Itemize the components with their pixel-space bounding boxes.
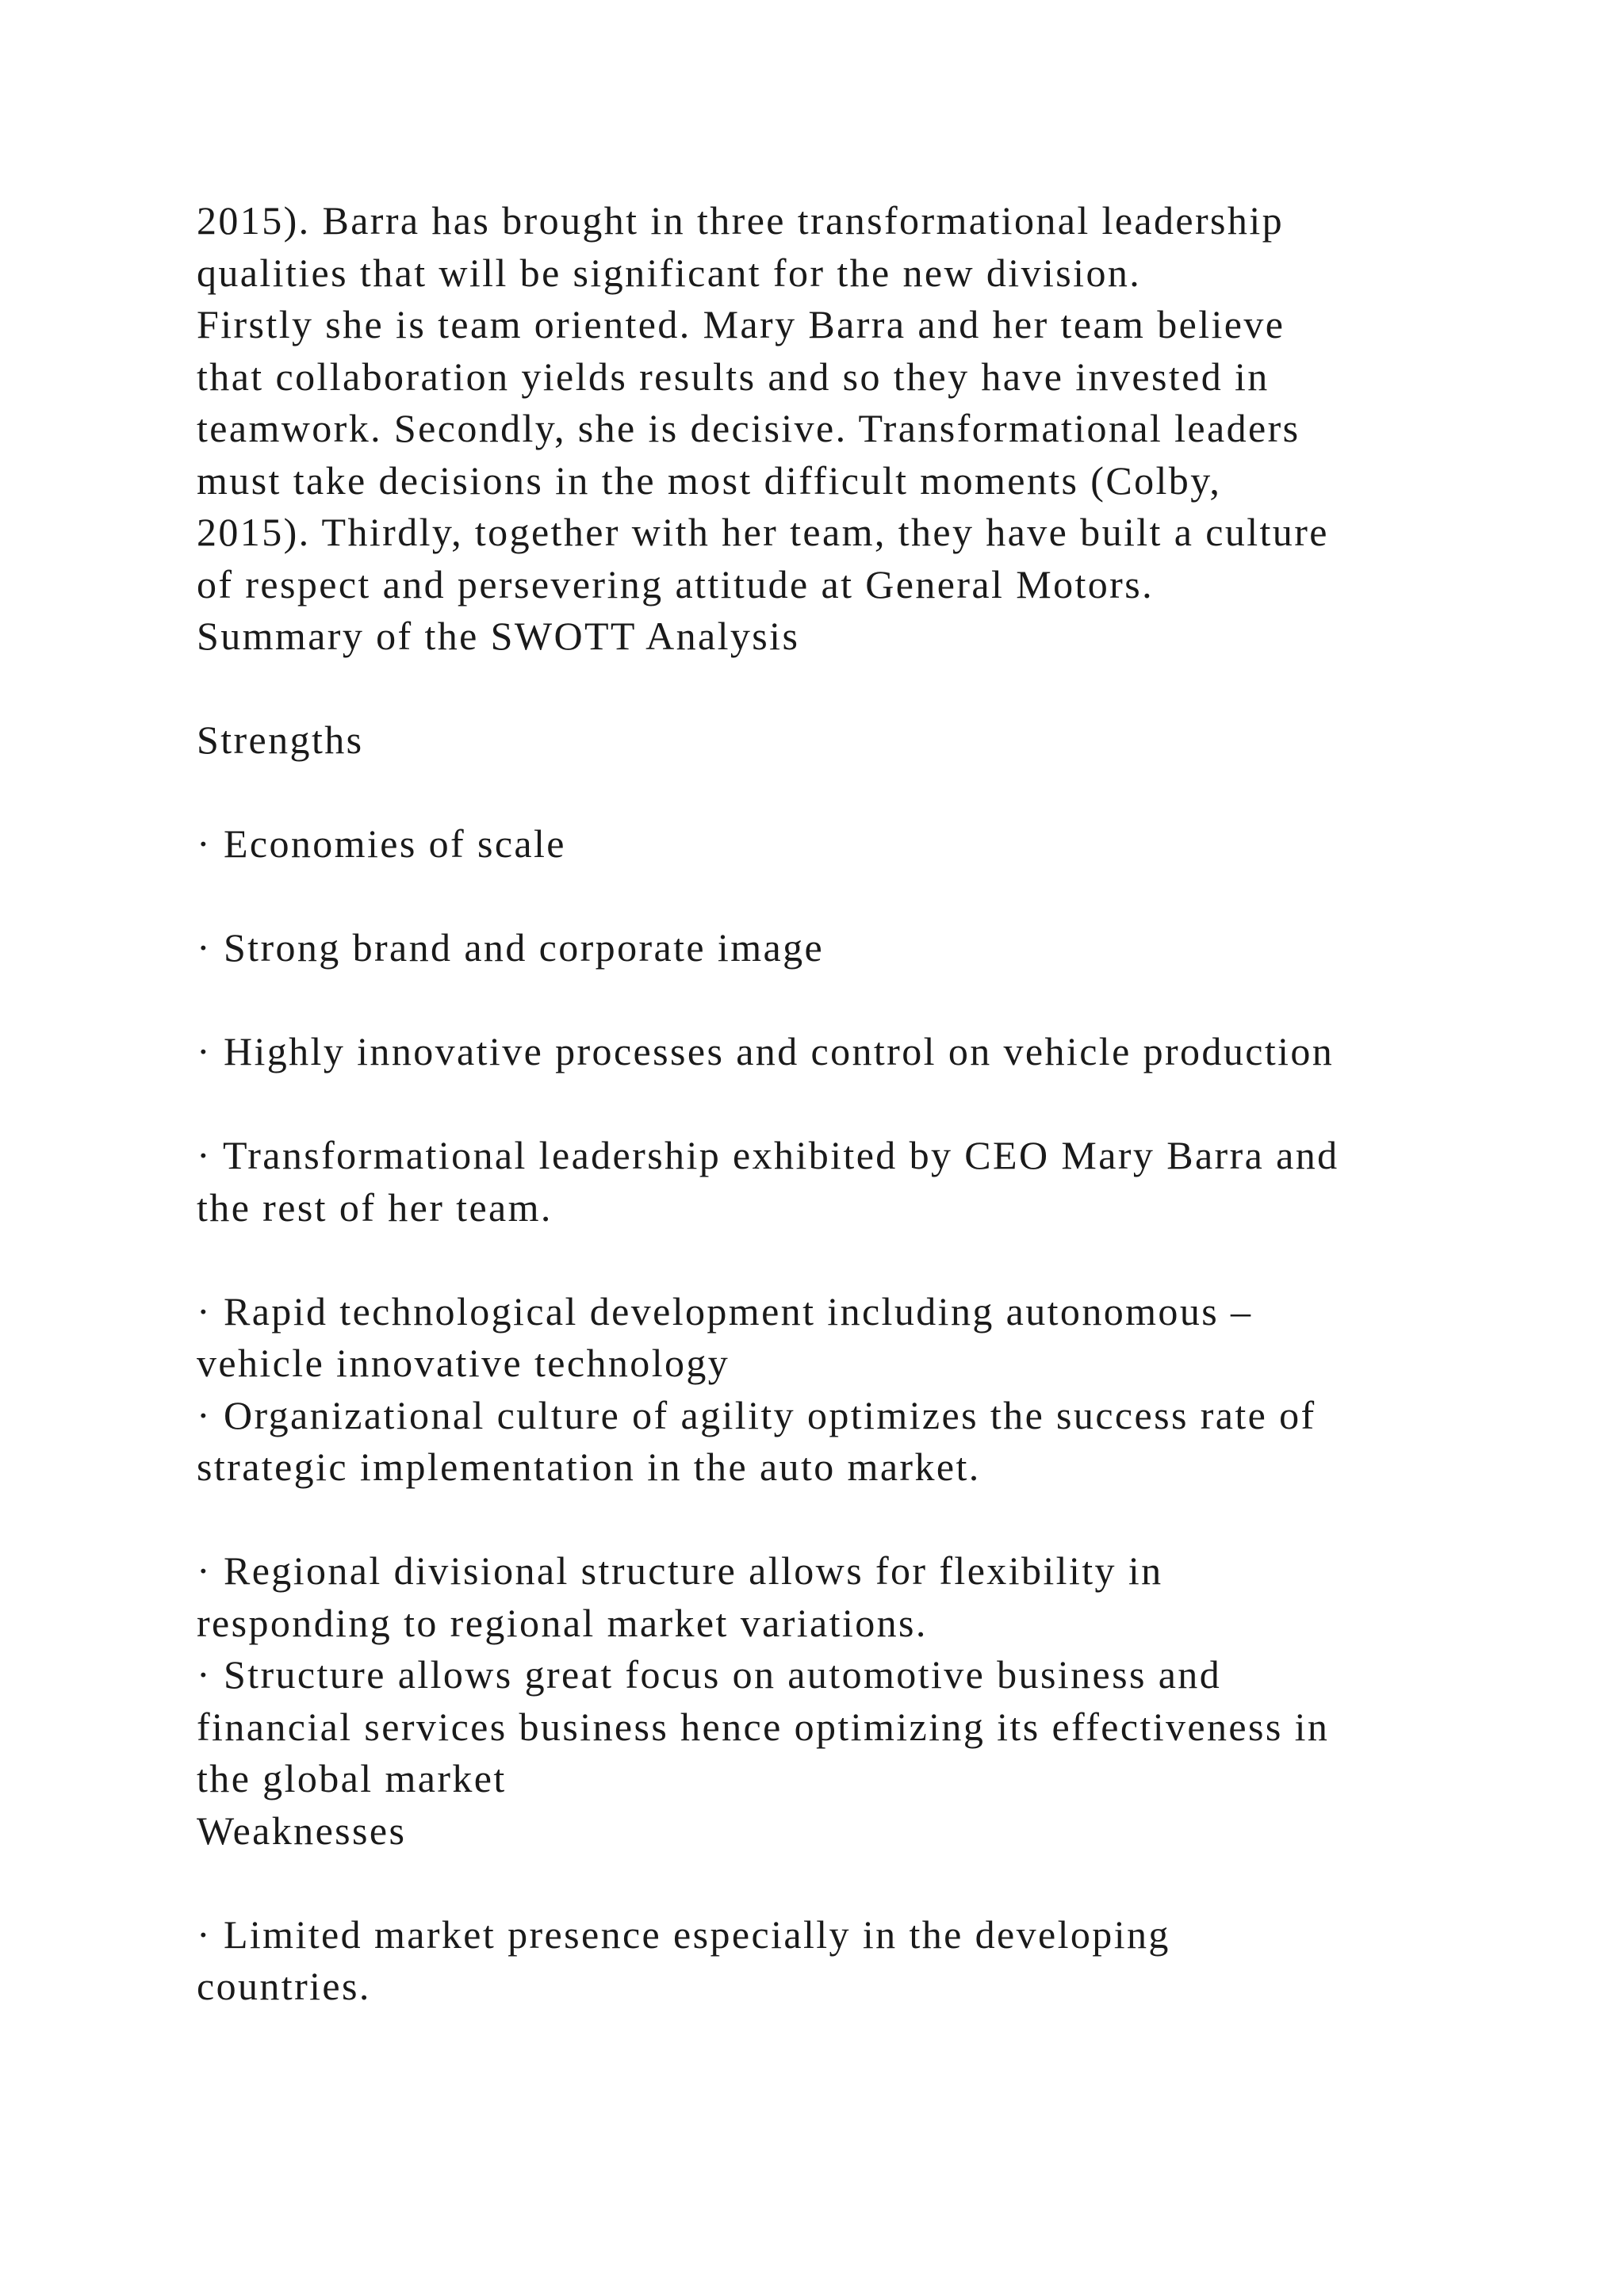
intro-line: teamwork. Secondly, she is decisive. Transformational leaders bbox=[197, 406, 1300, 450]
blank-line bbox=[197, 974, 1481, 1027]
blank-line bbox=[197, 663, 1481, 715]
weaknesses-heading: Weaknesses bbox=[197, 1808, 407, 1853]
intro-line: must take decisions in the most difficult moments (Colby, bbox=[197, 457, 1222, 503]
blank-line bbox=[197, 767, 1481, 819]
blank-line bbox=[197, 1857, 1481, 1909]
blank-line bbox=[197, 1078, 1481, 1131]
strength-item: · Economies of scale bbox=[197, 821, 566, 866]
intro-line: 2015). Thirdly, together with her team, they have built a culture bbox=[197, 510, 1329, 554]
strength-item: · Organizational culture of agility optimizes the success rate of bbox=[197, 1392, 1316, 1437]
strength-item: · Rapid technological development including autonomous – bbox=[197, 1288, 1253, 1334]
blank-line bbox=[197, 1234, 1481, 1286]
weakness-item-continued: countries. bbox=[197, 1964, 371, 2008]
blank-line bbox=[197, 871, 1481, 923]
strength-item-continued: responding to regional market variations. bbox=[197, 1600, 928, 1645]
strength-item: · Strong brand and corporate image bbox=[197, 925, 825, 970]
blank-line bbox=[197, 1494, 1481, 1546]
strength-item-continued: the global market bbox=[197, 1756, 507, 1800]
strength-item-continued: strategic implementation in the auto market. bbox=[197, 1445, 981, 1489]
intro-line: of respect and persevering attitude at General Motors. bbox=[197, 561, 1154, 607]
intro-line: Firstly she is team oriented. Mary Barra and her team believe bbox=[197, 302, 1285, 346]
strength-item-continued: the rest of her team. bbox=[197, 1184, 553, 1230]
strength-item: · Regional divisional structure allows for flexibility in bbox=[197, 1548, 1163, 1593]
strength-item: · Highly innovative processes and control on vehicle production bbox=[197, 1029, 1335, 1073]
intro-line: qualities that will be significant for the new division. bbox=[197, 250, 1142, 295]
strength-item: · Structure allows great focus on automotive business and bbox=[197, 1652, 1222, 1697]
strength-item: · Transformational leadership exhibited by CEO Mary Barra and bbox=[197, 1133, 1339, 1177]
strength-item-continued: vehicle innovative technology bbox=[197, 1341, 730, 1385]
intro-line: 2015). Barra has brought in three transformational leadership bbox=[197, 198, 1285, 243]
strengths-heading: Strengths bbox=[197, 718, 364, 762]
document-body bbox=[197, 195, 1481, 2013]
summary-heading: Summary of the SWOTT Analysis bbox=[197, 614, 800, 658]
weakness-item: · Limited market presence especially in the developing bbox=[197, 1911, 1170, 1957]
strength-item-continued: financial services business hence optimizing its effectiveness in bbox=[197, 1704, 1330, 1749]
intro-line: that collaboration yields results and so they have invested in bbox=[197, 354, 1270, 399]
